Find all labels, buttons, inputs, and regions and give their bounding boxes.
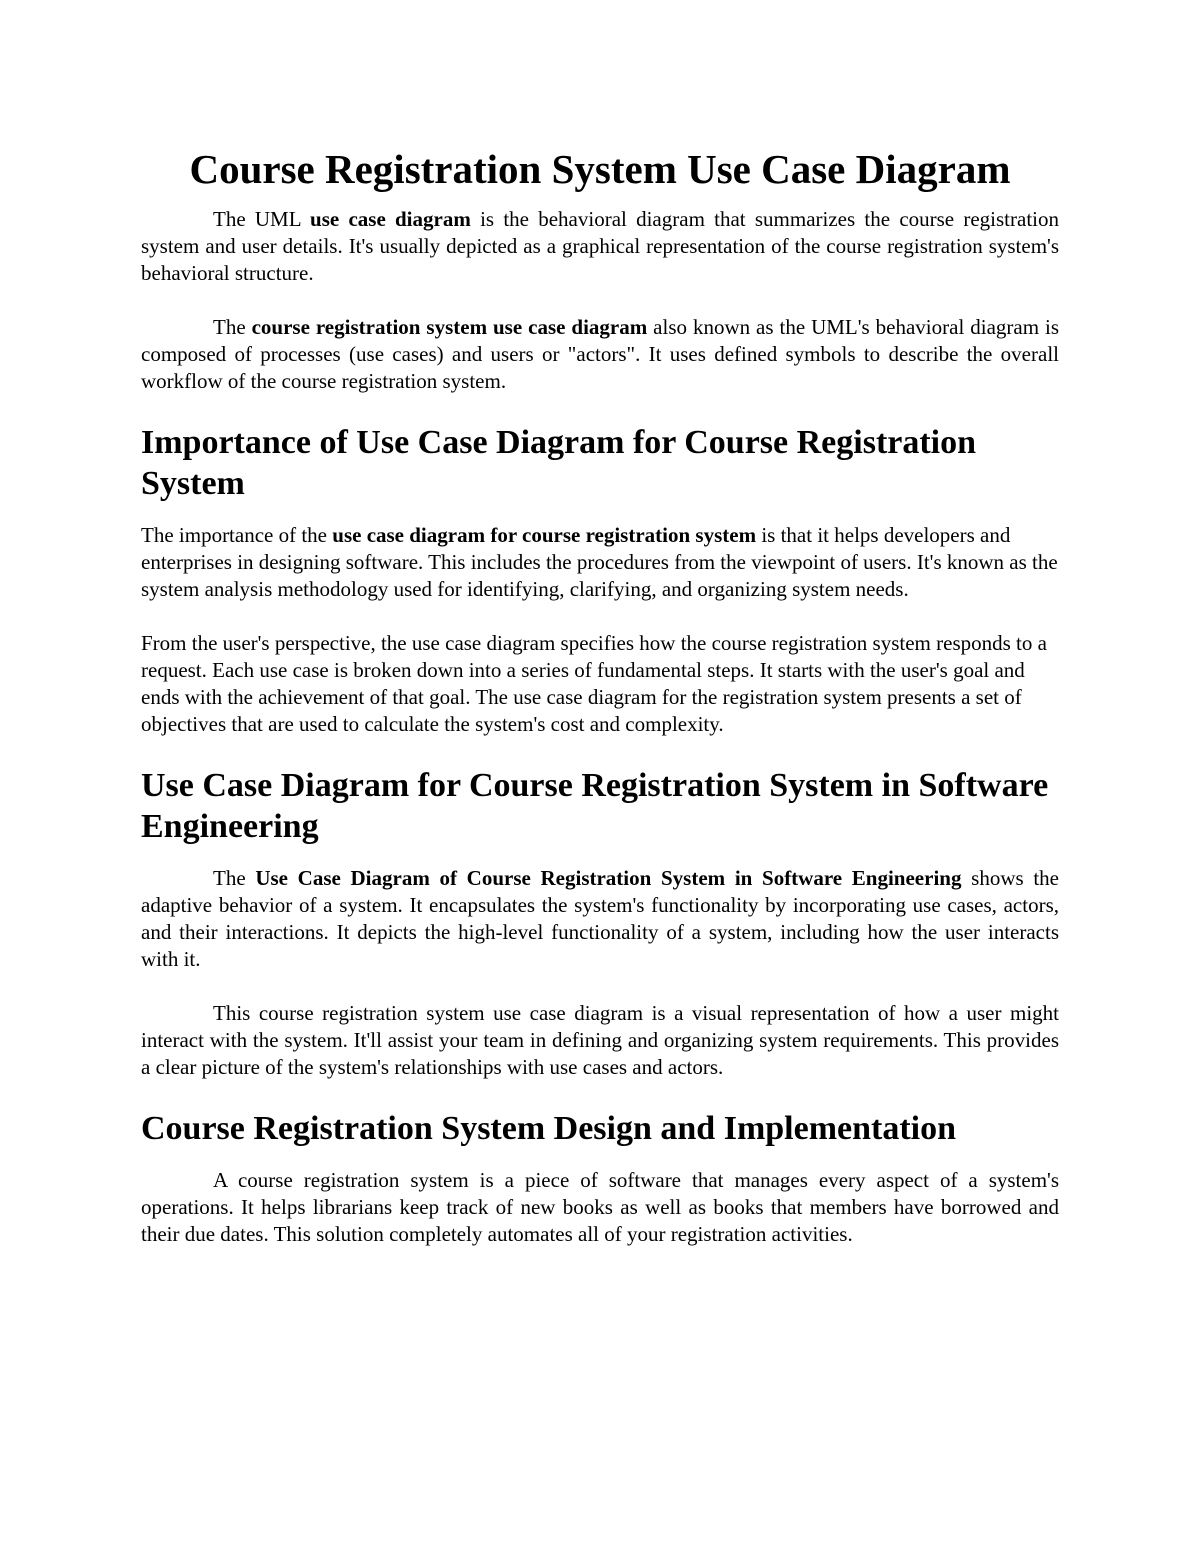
software-engineering-heading: Use Case Diagram for Course Registration System in Software Engineering (141, 767, 1049, 845)
importance-heading: Importance of Use Case Diagram for Course Registration System (141, 424, 977, 502)
intro-p1-text-2: is the behavioral diagram that summarizes the course registration system and user details. It's usually depicted as a graphical representation of the course registration system's behavioral structure. (141, 207, 1060, 285)
se-p1-text-1: The (213, 866, 256, 890)
page-title: Course Registration System Use Case Diagram (189, 146, 1011, 192)
intro-p1-text-1: The UML (213, 207, 311, 231)
intro-p2-bold: course registration system use case diagram (251, 315, 648, 339)
importance-paragraph-1 (141, 522, 1059, 603)
software-engineering-paragraph-1 (141, 865, 1059, 973)
design-paragraph-1: A course registration system is a piece of software that manages every aspect of a system's operations. It helps librarians keep track of new books as well as books that members have borrowed and their due dates. This solution completely automates all of your registration activities. (141, 1168, 1059, 1246)
se-p1-bold: Use Case Diagram of Course Registration System in Software Engineering (255, 866, 962, 890)
intro-paragraph-2 (141, 314, 1059, 395)
intro-p2-text-1: The (213, 315, 252, 339)
se-p1-text-2: shows the adaptive behavior of a system. It encapsulates the system's functionality by incorporating use cases, actors, and their interactions. It depicts the high-level functionality of a system, including how the user interacts with it. (141, 866, 1059, 971)
document-page (141, 138, 1059, 1275)
importance-p1-bold: use case diagram for course registration system (332, 523, 757, 547)
intro-p1-bold: use case diagram (310, 207, 471, 231)
intro-p2-text-2: also known as the UML's behavioral diagram is composed of processes (use cases) and users or "actors". It uses defined symbols to describe the overall workflow of the course registration system. (141, 315, 1059, 393)
design-heading: Course Registration System Design and Implementation (141, 1110, 957, 1147)
importance-p1-text-2: is that it helps developers and enterprises in designing software. This includes the procedures from the viewpoint of users. It's known as the system analysis methodology used for identifying, clarifying, and organizing system needs. (141, 523, 1058, 601)
intro-paragraph-1 (141, 206, 1059, 287)
importance-paragraph-2: From the user's perspective, the use case diagram specifies how the course registration system responds to a request. Each use case is broken down into a series of fundamental steps. It starts with the user's goal and ends with the achievement of that goal. The use case diagram for the registration system presents a set of objectives that are used to calculate the system's cost and complexity. (141, 631, 1047, 736)
importance-p1-text-1: The importance of the (141, 523, 333, 547)
software-engineering-paragraph-2: This course registration system use case diagram is a visual representation of how a user might interact with the system. It'll assist your team in defining and organizing system requirements. This provides a clear picture of the system's relationships with use cases and actors. (141, 1001, 1059, 1079)
